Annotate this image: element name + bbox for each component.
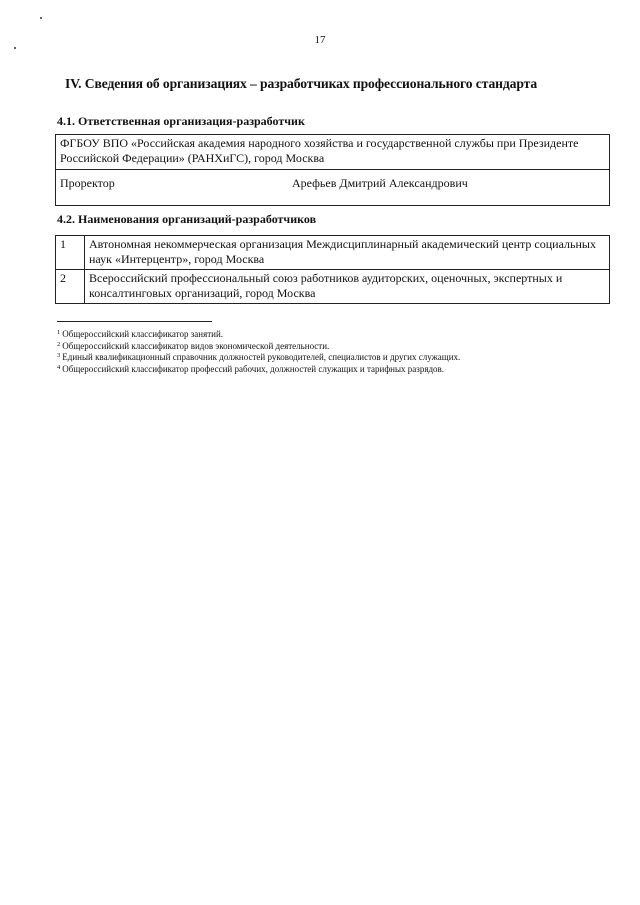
footnotes — [57, 321, 617, 374]
footnote: $^3$ Единый квалификационный справочник должностей руководителей, специалистов и других служащих. — [57, 352, 461, 362]
table-row — [56, 135, 610, 170]
footnote: $^2$ Общероссийский классификатор видов экономической деятельности. — [57, 340, 330, 351]
footnote: $^1$ Общероссийский классификатор занятий. — [57, 329, 224, 339]
org-number: 1 — [56, 236, 85, 270]
scan-speck — [14, 47, 16, 49]
org-name: Всероссийский профессиональный союз работников аудиторских, оценочных, экспертных и консалтинговых организаций, город Москва — [85, 270, 610, 304]
table-row — [56, 236, 610, 270]
table-row — [56, 170, 610, 206]
footnote-separator — [57, 321, 212, 322]
signatory-name: Арефьев Дмитрий Александрович — [292, 176, 468, 190]
responsible-org-heading: 4.1. Ответственная организация-разработчик — [57, 114, 305, 128]
signatory-position: Проректор — [60, 176, 115, 190]
page-number: 17 — [314, 34, 326, 46]
responsible-org-table — [55, 134, 610, 206]
scan-speck — [40, 17, 42, 19]
developer-orgs-heading: 4.2. Наименования организаций-разработчиков — [57, 212, 317, 226]
responsible-org-name: ФГБОУ ВПО «Российская академия народного хозяйства и государственной службы при Президенте Российской Федерации» (РАНХиГС), город Москва — [56, 135, 610, 170]
org-number: 2 — [56, 270, 85, 304]
org-name: Автономная некоммерческая организация Междисциплинарный академический центр социальных наук «Интерцентр», город Москва — [85, 236, 610, 270]
section-title: IV. Сведения об организациях – разработчиках профессионального стандарта — [65, 76, 538, 91]
footnote: $^4$ Общероссийский классификатор профессий рабочих, должностей служащих и тарифных разрядов. — [57, 363, 445, 374]
table-row — [56, 270, 610, 304]
developer-orgs-table — [55, 235, 610, 304]
responsible-signatory-cell — [56, 170, 610, 206]
